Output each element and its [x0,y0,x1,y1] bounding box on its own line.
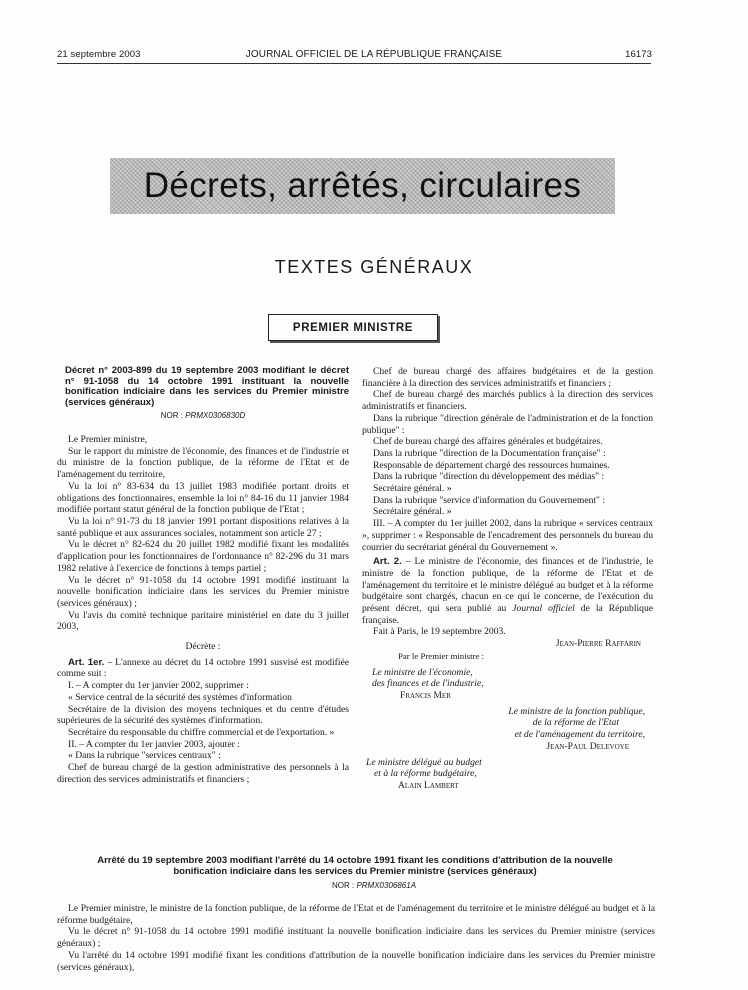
sig-line: et à la réforme budgétaire, [374,768,477,780]
article-1-label: Art. 1er. [68,656,105,668]
arrete-body [57,903,655,973]
sig-line: et de l'aménagement du territoire, [514,729,645,741]
article-2-end: de la République française. [362,603,654,626]
decree-nor-label: NOR : [160,411,183,421]
article-2-journal: Journal officiel [512,603,575,615]
sig-line: Le ministre délégué au budget [366,756,482,768]
sig-line: des finances et de l'industrie, [372,678,484,690]
paragraph: Chef de bureau chargé des marchés publics à la direction des services administratifs et financiers. [362,389,653,413]
paragraph: Dans la rubrique "service d'information du Gouvernement" : [373,494,606,506]
article-2 [362,556,653,626]
paragraph: « Service central de la sécurité des systèmes d'information [68,691,292,703]
paragraph: Secrétaire de la division des moyens techniques et du centre d'études supérieures de la sécurité des systèmes d'information. [57,703,349,727]
paragraph: III. – A compter du 1er juillet 2002, dans la rubrique « services centraux », supprimer : « Responsable de l'encadrement des personnels du bureau du courrier du secrétariat général du Gouvernement ». [362,518,653,553]
header-date: 21 septembre 2003 [57,49,141,60]
header-page-number: 16173 [625,49,652,60]
paragraph: Vu le décret n° 91-1058 du 14 octobre 1991 modifié instituant la nouvelle bonification indiciaire dans les services du Premier ministre (services généraux) ; [57,574,349,609]
paragraph: Secrétaire du responsable du chiffre commercial et de l'exportation. » [68,726,335,738]
section-title: TEXTES GÉNÉRAUX [274,257,474,277]
paragraph: Chef de bureau chargé de la gestion administrative des personnels à la direction des services administratifs et financiers ; [57,762,349,785]
signature-block-economy [362,667,653,702]
sig-name: Alain Lambert [398,779,459,791]
sig-name: Francis Mer [400,689,451,701]
right-column [362,366,653,792]
paragraph: Vu l'avis du comité technique paritaire ministériel en date du 3 juillet 2003, [57,609,349,633]
arrete-nor-label: NOR : [331,881,355,890]
fait-a-paris: Fait à Paris, le 19 septembre 2003. [373,626,506,638]
paragraph: Vu la loi n° 91-73 du 18 janvier 1991 portant dispositions relatives à la santé publique et aux assurances sociales, notamment son article 27 ; [57,516,349,539]
paragraph: Secrétaire général. » [373,506,452,518]
paragraph: I. – A compter du 1er janvier 2002, supprimer : [68,680,249,692]
article-1 [57,657,349,680]
paragraph: Vu la loi n° 83-634 du 13 juillet 1983 modifiée portant droits et obligations des fonctionnaires, ensemble la loi n° 84-16 du 11 janvier 1984 modifiée portant statut général de la fonction publique de l'Etat ; [57,480,349,516]
article-2-text: – Le ministre de l'économie, des finances et de l'industrie, le ministre de la fonction publique, de la réforme de l'Etat et de l'aménagement du territoire et le ministre délégué au budget et à la réforme budgétaire sont chargés, chacun en ce qui le concerne, de l'exécution du présent décret, qui sera publié au [362,556,653,615]
paragraph: Responsable de département chargé des ressources humaines. [373,459,610,471]
decree-nor-code: PRMX0306830D [185,411,246,421]
banner-text: Décrets, arrêtés, circulaires [143,166,582,205]
paragraph: Vu l'arrêté du 14 octobre 1991 modifié fixant les conditions d'attribution de la nouvelle bonification indiciaire dans les services du Premier ministre (services généraux), [57,949,655,973]
paragraph: Dans la rubrique "direction générale de l'administration et de la fonction publique" : [362,412,653,436]
paragraph: Chef de bureau chargé des affaires générales et budgétaires. [373,436,603,448]
signature-block-fonction-publique [362,706,653,753]
arrete-nor [0,881,748,890]
paragraph: « Dans la rubrique "services centraux" : [68,750,221,762]
signature-block-budget [362,757,653,792]
paragraph: Dans la rubrique "direction du développement des médias" : [373,471,605,483]
signatory-name: Jean-Pierre Raffarin [555,638,641,650]
paragraph: Vu le décret n° 82-624 du 20 juillet 1982 modifié fixant les modalités d'application pour les fonctionnaires de l'ordonnance n° 82-296 du 31 mars 1982 relative à l'exercice de fonctions à temps partiel ; [57,539,349,574]
arrete-title: Arrêté du 19 septembre 2003 modifiant l'arrêté du 14 octobre 1991 fixant les conditions d'attribution de la nouvelle bonification indiciaire dans les services du Premier ministre (services généraux) [97,855,613,877]
paragraph: Le Premier ministre, le ministre de la fonction publique, de la réforme de l'Etat et de l'aménagement du territoire et le ministre délégué au budget et à la réforme budgétaire, [57,903,655,926]
paragraph: Le Premier ministre, [68,434,148,446]
section-banner [110,158,615,214]
arrete-nor-code: PRMX0306861A [356,881,417,890]
article-1-text: – L'annexe au décret du 14 octobre 1991 susvisé est modifiée comme suit : [57,656,349,680]
article-2-label: Art. 2. [373,556,402,568]
par-le-premier-ministre: Par le Premier ministre : [398,650,484,661]
paragraph: Dans la rubrique "direction de la Documentation française" : [373,447,606,459]
decree-title: Décret n° 2003-899 du 19 septembre 2003 modifiant le décret n° 91-1058 du 14 octobre 1991 instituant la nouvelle bonification indiciaire dans les services du Premier ministre (services généraux) [65,365,349,408]
ministry-label: PREMIER MINISTRE [292,321,414,334]
paragraph: Chef de bureau chargé des affaires budgétaires et de la gestion financière à la direction des services administratifs et financiers ; [362,366,653,389]
paragraph: Secrétaire général. » [373,483,452,495]
decree-nor [57,410,349,422]
paragraph: Vu le décret n° 91-1058 du 14 octobre 1991 modifié instituant la nouvelle bonification indiciaire dans les services du Premier ministre (services généraux) ; [57,926,655,950]
paragraph: Sur le rapport du ministre de l'économie, des finances et de l'industrie et du ministre de la fonction publique, de la réforme de l'Etat et de l'aménagement du territoire, [57,445,349,481]
ministry-box [268,314,438,341]
sig-line: Le ministre de la fonction publique, [508,705,645,717]
decrete-heading: Décrète : [185,641,221,653]
paragraph: II. – A compter du 1er janvier 2003, ajouter : [68,738,240,750]
sig-line: Le ministre de l'économie, [372,666,473,678]
left-column [57,366,349,785]
sig-line: de la réforme de l'Etat [532,717,619,729]
header-rule [57,63,651,64]
sig-name: Jean-Paul Delevoye [546,740,629,752]
header-journal-title: JOURNAL OFFICIEL DE LA RÉPUBLIQUE FRANÇAISE [245,49,503,60]
